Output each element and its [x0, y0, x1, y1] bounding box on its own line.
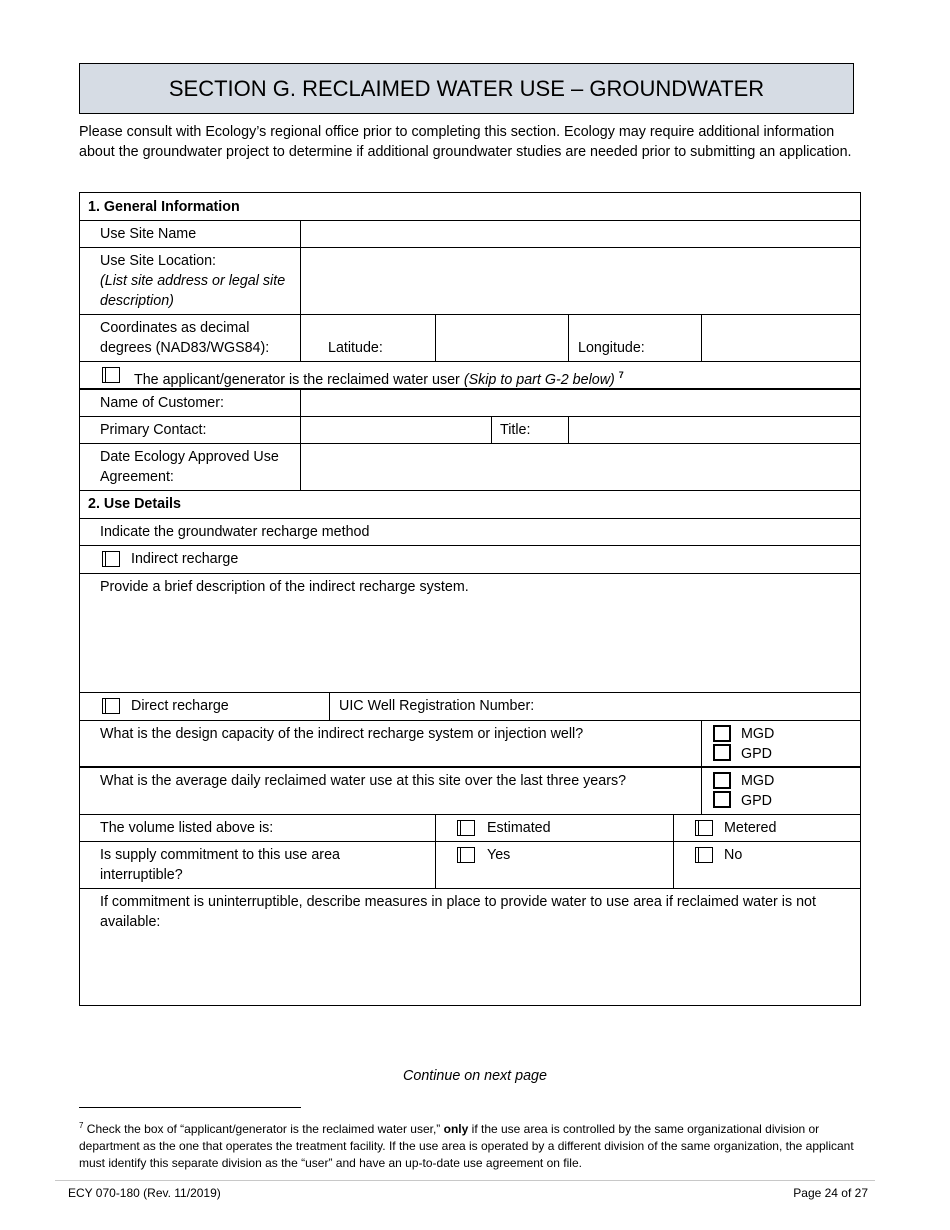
customer-row — [80, 390, 860, 417]
estimated-label: Estimated — [487, 820, 551, 836]
primary-contact-label: Primary Contact: — [100, 422, 207, 438]
recharge-method-row — [80, 519, 860, 546]
indirect-description-label: Provide a brief description of the indirect recharge system. — [100, 579, 469, 595]
uic-label: UIC Well Registration Number: — [339, 698, 535, 714]
footnote-mark: 7 — [79, 1121, 84, 1130]
use-site-location-row — [80, 248, 860, 315]
direct-recharge-checkbox[interactable] — [102, 698, 120, 714]
use-site-name-field[interactable] — [300, 221, 860, 247]
general-info-heading-row — [80, 193, 860, 221]
design-capacity-units — [701, 721, 860, 766]
latitude-label-cell — [300, 315, 435, 361]
footnote-ref[interactable]: 7 — [618, 370, 624, 380]
primary-contact-field[interactable] — [300, 417, 491, 443]
latitude-field[interactable] — [435, 315, 568, 361]
use-details-heading-row — [80, 491, 860, 519]
applicant-user-row — [80, 362, 860, 390]
design-capacity-row — [80, 721, 860, 768]
direct-recharge-row — [80, 693, 860, 721]
metered-cell — [673, 815, 860, 841]
use-site-name-label: Use Site Name — [100, 226, 197, 242]
applicant-user-text: The applicant/generator is the reclaimed water user — [134, 371, 460, 388]
title-field[interactable] — [568, 417, 860, 443]
footnote-divider — [79, 1107, 301, 1108]
interruptible-label: Is supply commitment to this use area interruptible? — [100, 847, 340, 883]
volume-row — [80, 815, 860, 842]
no-cell — [673, 842, 860, 888]
design-capacity-label: What is the design capacity of the indirect recharge system or injection well? — [100, 726, 584, 742]
interruptible-row — [80, 842, 860, 889]
intro-paragraph: Please consult with Ecology’s regional office prior to completing this section. Ecology may require additional information about the groundwater project to determine if additional groundwater studies are needed prior to submitting an application. — [79, 124, 852, 160]
longitude-field[interactable] — [701, 315, 860, 361]
avg-gpd-label: GPD — [741, 793, 772, 809]
title-label: Title: — [500, 422, 531, 438]
indirect-recharge-checkbox[interactable] — [102, 551, 120, 567]
avg-daily-units — [701, 768, 860, 814]
latitude-label: Latitude: — [328, 340, 383, 356]
indirect-recharge-label: Indirect recharge — [131, 551, 239, 567]
section-header — [79, 63, 854, 114]
date-approved-label: Date Ecology Approved Use Agreement: — [100, 449, 279, 485]
section-title: SECTION G. RECLAIMED WATER USE – GROUNDWATER — [168, 75, 765, 101]
longitude-label-cell — [568, 315, 701, 361]
primary-contact-row — [80, 417, 860, 444]
coordinates-row — [80, 315, 860, 362]
form-id: ECY 070-180 (Rev. 11/2019) — [68, 1186, 221, 1200]
no-label: No — [724, 847, 743, 863]
no-checkbox[interactable] — [695, 847, 713, 863]
footnote — [79, 1117, 879, 1172]
continue-note: Continue on next page — [403, 1068, 547, 1084]
coordinates-label: Coordinates as decimal degrees (NAD83/WGS84): — [100, 320, 270, 356]
yes-cell — [435, 842, 673, 888]
design-gpd-checkbox[interactable] — [713, 744, 731, 761]
metered-checkbox[interactable] — [695, 820, 713, 836]
indirect-recharge-row — [80, 546, 860, 574]
volume-label: The volume listed above is: — [100, 820, 274, 836]
avg-gpd-checkbox[interactable] — [713, 791, 731, 808]
metered-label: Metered — [724, 820, 777, 836]
indirect-description-row[interactable] — [80, 574, 860, 693]
applicant-skip-text: (Skip to part G-2 below) — [463, 371, 615, 388]
use-site-name-row — [80, 221, 860, 248]
date-approved-row — [80, 444, 860, 491]
use-site-location-label: Use Site Location: — [100, 253, 217, 269]
estimated-cell — [435, 815, 673, 841]
direct-recharge-label: Direct recharge — [131, 698, 229, 714]
avg-daily-row — [80, 768, 860, 815]
design-mgd-label: MGD — [741, 726, 775, 742]
yes-label: Yes — [487, 847, 511, 863]
general-info-heading: 1. General Information — [88, 199, 240, 215]
design-mgd-checkbox[interactable] — [713, 725, 731, 742]
footer-divider — [55, 1180, 875, 1181]
use-site-location-hint: (List site address or legal site description) — [100, 273, 286, 309]
design-gpd-label: GPD — [741, 746, 772, 762]
yes-checkbox[interactable] — [457, 847, 475, 863]
page-number: Page 24 of 27 — [793, 1186, 868, 1200]
customer-label: Name of Customer: — [100, 395, 224, 411]
applicant-user-checkbox[interactable] — [102, 367, 120, 383]
footnote-only: only — [443, 1122, 469, 1136]
customer-field[interactable] — [300, 390, 860, 416]
avg-mgd-label: MGD — [741, 773, 775, 789]
footnote-text-2: if the use area is controlled by the same organizational division or department as the one that operates the treatment facility. If the use area is operated by a different division of the same organization, the applicant must identify this separate division as the “user” and have an up-to-date use agreement on file. — [79, 1122, 854, 1170]
use-details-heading: 2. Use Details — [88, 496, 181, 512]
use-site-location-field[interactable] — [300, 248, 860, 314]
footnote-text-1: Check the box of “applicant/generator is the reclaimed water user,” — [83, 1122, 444, 1136]
uic-cell[interactable] — [329, 693, 860, 720]
form-table — [79, 192, 861, 1006]
title-label-cell — [491, 417, 568, 443]
date-approved-field[interactable] — [300, 444, 860, 490]
avg-mgd-checkbox[interactable] — [713, 772, 731, 789]
estimated-checkbox[interactable] — [457, 820, 475, 836]
longitude-label: Longitude: — [578, 340, 645, 356]
uninterruptible-row[interactable] — [80, 889, 860, 1005]
applicant-user-label — [134, 365, 624, 390]
recharge-method-label: Indicate the groundwater recharge method — [100, 524, 370, 540]
uninterruptible-label: If commitment is uninterruptible, describe measures in place to provide water to use area if reclaimed water is not available: — [100, 894, 816, 930]
avg-daily-label: What is the average daily reclaimed water use at this site over the last three years? — [100, 773, 627, 789]
